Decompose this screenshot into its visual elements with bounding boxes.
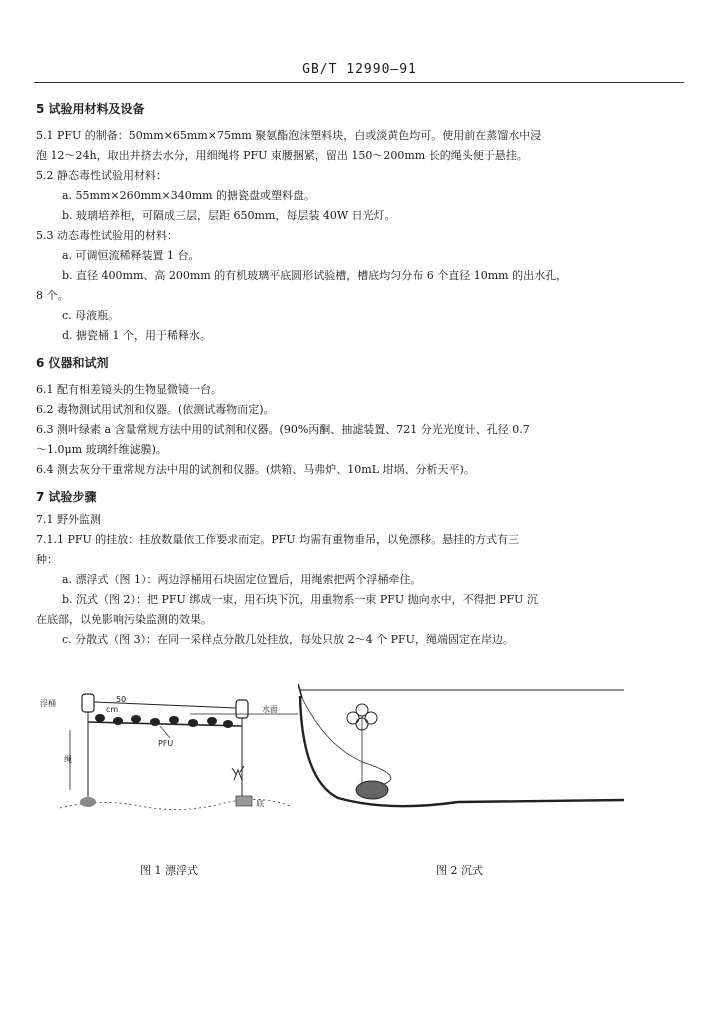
pfu-rope <box>88 722 242 726</box>
section-6-title: 6 仪器和试剂 <box>36 356 109 370</box>
pfu-block <box>95 714 105 722</box>
clause-7-1: 7.1 野外监测 <box>36 513 101 526</box>
clause-5-3-b-line-2: 8 个。 <box>36 289 69 302</box>
pfu-block <box>347 712 359 724</box>
section-7-title: 7 试验步骤 <box>36 490 97 504</box>
clause-6-4: 6.4 测去灰分干重常规方法中用的试剂和仪器。(烘箱、马弗炉、10mL 坩埚、分析天平)。 <box>36 463 475 476</box>
left-float-barrel <box>82 694 94 712</box>
right-anchor-stone <box>236 796 252 806</box>
spacing-unit-label: cm <box>106 705 119 714</box>
float-label: 浮桶 <box>40 699 56 708</box>
clause-7-1-1-c: c. 分散式（图 3）：在同一采样点分散几处挂放，每处只放 2～4 个 PFU，绳端固定在岸边。 <box>62 633 514 646</box>
header-rule <box>34 82 684 83</box>
clause-5-3-d: d. 搪瓷桶 1 个，用于稀释水。 <box>62 329 212 342</box>
document-body <box>36 100 684 650</box>
pfu-block <box>131 715 141 723</box>
bottom-label: 底 <box>256 799 264 808</box>
clause-7-1-1-b-line-1: b. 沉式（图 2）：把 PFU 绑成一束，用石块下沉，用重物系一束 PFU 抛向水中，不得把 PFU 沉 <box>62 593 538 606</box>
pfu-block <box>169 716 179 724</box>
clause-5-3: 5.3 动态毒性试验用的材料： <box>36 229 178 242</box>
clause-5-3-a: a. 可调恒流稀释装置 1 台。 <box>62 249 200 262</box>
figure-2-caption: 图 2 沉式 <box>436 864 483 877</box>
right-float-barrel <box>236 700 248 718</box>
clause-6-3-line-2: ～1.0μm 玻璃纤维滤膜)。 <box>36 443 167 456</box>
left-anchor-stone <box>80 797 96 807</box>
shore-stake <box>298 684 302 698</box>
clause-5-2: 5.2 静态毒性试验用材料： <box>36 169 167 182</box>
clause-6-3-line-1: 6.3 测叶绿素 a 含量常规方法中用的试剂和仪器。(90%丙酮、抽滤装置、721 分光光度计、孔径 0.7 <box>36 423 530 436</box>
clause-5-1-line-1: 5.1 PFU 的制备：50mm×65mm×75mm 聚氨酯泡沫塑料块，白或淡黄色均可。使用前在蒸馏水中浸 <box>36 129 542 142</box>
clause-7-1-1-a: a. 漂浮式（图 1）：两边浮桶用石块固定位置后，用绳索把两个浮桶牵住。 <box>62 573 422 586</box>
river-bed-profile <box>300 696 624 806</box>
figure-2-sinking-diagram <box>298 680 628 820</box>
pfu-block <box>113 717 123 725</box>
figure-1-caption: 图 1 漂浮式 <box>140 864 198 877</box>
spacing-label: 50 <box>116 695 127 704</box>
pfu-block <box>365 712 377 724</box>
clause-5-2-b: b. 玻璃培养柜，可隔成三层，层距 650mm，每层装 40W 日光灯。 <box>62 209 396 222</box>
rope-label: 绳 <box>64 755 72 764</box>
pfu-block <box>207 717 217 725</box>
pfu-block <box>223 720 233 728</box>
standard-code-header: GB/T 12990—91 <box>302 62 417 77</box>
water-surface-label: 水面 <box>262 705 278 714</box>
clause-7-1-1-line-1: 7.1.1 PFU 的挂放：挂放数量依工作要求而定。PFU 均需有重物垂吊，以免漂移。悬挂的方式有三 <box>36 533 520 546</box>
pfu-pointer <box>160 726 170 738</box>
clause-6-2: 6.2 毒物测试用试剂和仪器。(依测试毒物而定)。 <box>36 403 275 416</box>
clause-6-1: 6.1 配有相差镜头的生物显微镜一台。 <box>36 383 222 396</box>
section-5-title: 5 试验用材料及设备 <box>36 102 145 116</box>
sinker-stone <box>356 781 388 799</box>
figures-area <box>30 680 690 890</box>
clause-7-1-1-b-line-2: 在底部，以免影响污染监测的效果。 <box>36 613 212 626</box>
pfu-block <box>150 718 160 726</box>
figure-1-floating-diagram <box>40 680 300 820</box>
clause-5-2-a: a. 55mm×260mm×340mm 的搪瓷盘或塑料盘。 <box>62 189 316 202</box>
clause-5-1-line-2: 泡 12～24h，取出并挤去水分，用细绳将 PFU 束腰捆紧，留出 150～200mm 长的绳头便于悬挂。 <box>36 149 528 162</box>
clause-5-3-c: c. 母液瓶。 <box>62 309 120 322</box>
clause-7-1-1-line-2: 种： <box>36 553 58 566</box>
clause-5-3-b-line-1: b. 直径 400mm、高 200mm 的有机玻璃平底圆形试验槽，槽底均匀分布 6 个直径 10mm 的出水孔， <box>62 269 568 282</box>
pfu-block <box>188 719 198 727</box>
pfu-label: PFU <box>158 739 174 748</box>
